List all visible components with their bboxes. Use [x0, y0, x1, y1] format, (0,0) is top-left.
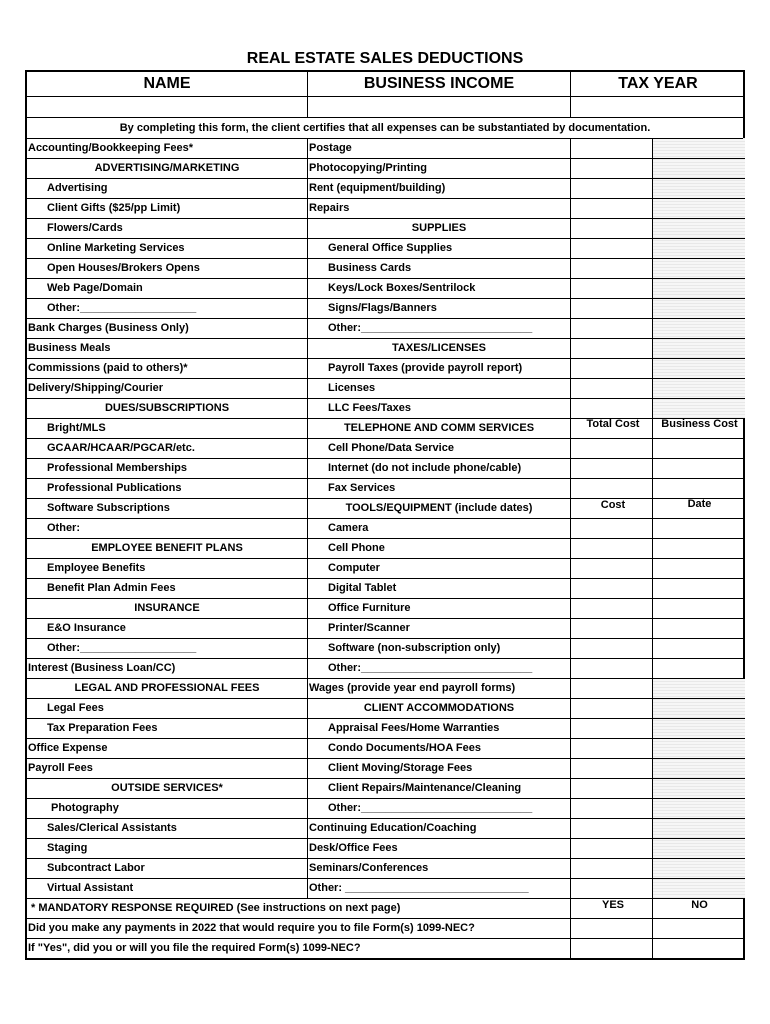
col-line-3: [652, 138, 653, 958]
right-row-label: Repairs: [309, 202, 350, 214]
form-title: REAL ESTATE SALES DEDUCTIONS: [246, 50, 524, 67]
amount-cell[interactable]: [571, 578, 652, 597]
left-row-label: Other:: [47, 522, 80, 534]
amount-cell[interactable]: [571, 338, 652, 357]
header-vline-1: [307, 72, 308, 118]
right-row-label: Software (non-subscription only): [328, 642, 501, 654]
left-row-label: Business Meals: [28, 342, 111, 354]
amount-cell[interactable]: [571, 218, 652, 237]
right-row-label: Client Moving/Storage Fees: [328, 762, 473, 774]
right-row-label: Other:____________________________: [328, 322, 533, 334]
left-row-label: Subcontract Labor: [47, 862, 145, 874]
amount-cell[interactable]: [571, 238, 652, 257]
cost-header: Cost: [600, 499, 626, 511]
amount-cell[interactable]: [571, 538, 652, 557]
right-row-label: Cell Phone/Data Service: [328, 442, 454, 454]
amount-cell[interactable]: [571, 458, 652, 477]
header-vline-2: [570, 72, 571, 118]
name-input[interactable]: [27, 97, 307, 117]
business-income-header: BUSINESS INCOME: [363, 75, 515, 92]
no-header: NO: [691, 899, 708, 911]
amount-cell[interactable]: [571, 318, 652, 337]
right-row-label: Seminars/Conferences: [309, 862, 429, 874]
amount-cell[interactable]: [571, 358, 652, 377]
amount-cell[interactable]: [571, 598, 652, 617]
yes-header: YES: [601, 899, 624, 911]
amount-cell[interactable]: [571, 438, 652, 457]
right-row-label: Other: ______________________________: [309, 882, 529, 894]
shaded-area-bottom: [653, 678, 745, 898]
right-row-label: CLIENT ACCOMMODATIONS: [363, 702, 515, 714]
right-row-label: Printer/Scanner: [328, 622, 410, 634]
left-row-label: Software Subscriptions: [47, 502, 170, 514]
right-row-label: Keys/Lock Boxes/Sentrilock: [328, 282, 476, 294]
amount-cell[interactable]: [571, 138, 652, 157]
right-row-label: Computer: [328, 562, 380, 574]
left-row-label: OUTSIDE SERVICES*: [111, 782, 223, 794]
left-row-label: Interest (Business Loan/CC): [28, 662, 176, 674]
amount-cell[interactable]: [571, 298, 652, 317]
business-cost-header: Business Cost: [661, 418, 738, 430]
amount-cell[interactable]: [571, 398, 652, 417]
left-row-label: Other:___________________: [47, 302, 197, 314]
amount-cell[interactable]: [571, 818, 652, 837]
left-row-label: Commissions (paid to others)*: [28, 362, 188, 374]
left-row-label: Virtual Assistant: [47, 882, 134, 894]
deductions-form: [25, 70, 745, 960]
left-row-label: Professional Publications: [47, 482, 182, 494]
right-row-label: Cell Phone: [328, 542, 385, 554]
amount-cell[interactable]: [571, 798, 652, 817]
right-row-label: Condo Documents/HOA Fees: [328, 742, 481, 754]
left-row-label: Web Page/Domain: [47, 282, 143, 294]
right-row-label: SUPPLIES: [411, 222, 467, 234]
right-row-label: Desk/Office Fees: [309, 842, 398, 854]
right-row-label: Office Furniture: [328, 602, 411, 614]
amount-cell[interactable]: [571, 618, 652, 637]
right-row-label: LLC Fees/Taxes: [328, 402, 411, 414]
left-row-label: Advertising: [47, 182, 108, 194]
right-row-label: Rent (equipment/building): [309, 182, 446, 194]
tax-year-header: TAX YEAR: [618, 75, 698, 92]
right-row-label: Photocopying/Printing: [309, 162, 427, 174]
right-row-label: General Office Supplies: [328, 242, 453, 254]
left-row-label: Benefit Plan Admin Fees: [47, 582, 176, 594]
amount-cell[interactable]: [571, 658, 652, 677]
q2-yes-cell[interactable]: [572, 938, 654, 957]
left-row-label: GCAAR/HCAAR/PGCAR/etc.: [47, 442, 195, 454]
right-row-label: Fax Services: [328, 482, 396, 494]
right-row-label: TELEPHONE AND COMM SERVICES: [343, 422, 535, 434]
amount-cell[interactable]: [571, 878, 652, 897]
left-row-label: Tax Preparation Fees: [47, 722, 158, 734]
amount-cell[interactable]: [571, 478, 652, 497]
right-row-label: Postage: [309, 142, 352, 154]
business-income-input[interactable]: [308, 97, 570, 117]
left-row-label: E&O Insurance: [47, 622, 126, 634]
left-row-label: Open Houses/Brokers Opens: [47, 262, 200, 274]
question-1099-payments: Did you make any payments in 2022 that would require you to file Form(s) 1099-NEC?: [28, 922, 475, 934]
left-row-label: Bank Charges (Business Only): [28, 322, 189, 334]
amount-cell[interactable]: [571, 278, 652, 297]
right-row-label: Payroll Taxes (provide payroll report): [328, 362, 523, 374]
left-row-label: Sales/Clerical Assistants: [47, 822, 177, 834]
amount-cell[interactable]: [571, 518, 652, 537]
right-row-label: Appraisal Fees/Home Warranties: [328, 722, 500, 734]
right-row-label: Other:____________________________: [328, 662, 533, 674]
right-row-label: Business Cards: [328, 262, 412, 274]
total-cost-header: Total Cost: [586, 418, 640, 430]
amount-cell[interactable]: [571, 178, 652, 197]
left-row-label: Legal Fees: [47, 702, 104, 714]
amount-cell[interactable]: [571, 558, 652, 577]
header-divider: [27, 96, 743, 97]
q1-no-cell[interactable]: [654, 918, 745, 937]
date-header: Date: [687, 498, 712, 510]
right-row-label: Signs/Flags/Banners: [328, 302, 437, 314]
left-row-label: Bright/MLS: [47, 422, 106, 434]
amount-cell[interactable]: [571, 838, 652, 857]
left-row-label: Payroll Fees: [28, 762, 93, 774]
right-row-label: Licenses: [328, 382, 376, 394]
name-header: NAME: [143, 75, 191, 92]
right-row-label: TAXES/LICENSES: [392, 342, 486, 354]
left-row-label: Photography: [51, 802, 119, 814]
left-row-label: INSURANCE: [134, 602, 200, 614]
amount-cell[interactable]: [571, 778, 652, 797]
amount-cell[interactable]: [571, 158, 652, 177]
q1-yes-cell[interactable]: [572, 918, 654, 937]
left-row-label: EMPLOYEE BENEFIT PLANS: [91, 542, 243, 554]
right-row-label: Digital Tablet: [328, 582, 397, 594]
left-row-label: Employee Benefits: [47, 562, 146, 574]
left-row-label: Staging: [47, 842, 88, 854]
tax-year-input[interactable]: [571, 97, 745, 117]
amount-cell[interactable]: [571, 258, 652, 277]
left-row-label: Delivery/Shipping/Courier: [28, 382, 164, 394]
left-row-label: Accounting/Bookkeeping Fees*: [28, 142, 194, 154]
input-divider: [27, 117, 743, 118]
certification-text: By completing this form, the client certifies that all expenses can be substantiated by documentation.: [119, 122, 651, 134]
amount-cell[interactable]: [571, 758, 652, 777]
left-row-label: Online Marketing Services: [47, 242, 185, 254]
left-row-label: Office Expense: [28, 742, 108, 754]
left-row-label: Other:___________________: [47, 642, 197, 654]
mandatory-note: * MANDATORY RESPONSE REQUIRED (See instructions on next page): [31, 902, 401, 914]
left-row-label: Client Gifts ($25/pp Limit): [47, 202, 181, 214]
right-row-label: Other:____________________________: [328, 802, 533, 814]
right-row-label: Continuing Education/Coaching: [309, 822, 477, 834]
amount-cell[interactable]: [571, 718, 652, 737]
left-row-label: LEGAL AND PROFESSIONAL FEES: [74, 682, 260, 694]
left-row-label: DUES/SUBSCRIPTIONS: [104, 402, 230, 414]
amount-cell[interactable]: [571, 738, 652, 757]
right-row-label: Client Repairs/Maintenance/Cleaning: [328, 782, 522, 794]
right-row-label: Camera: [328, 522, 369, 534]
right-row-label: Wages (provide year end payroll forms): [309, 682, 516, 694]
amount-cell[interactable]: [571, 198, 652, 217]
right-row-label: Internet (do not include phone/cable): [328, 462, 522, 474]
q2-no-cell[interactable]: [654, 938, 745, 957]
question-1099-filed: If "Yes", did you or will you file the required Form(s) 1099-NEC?: [28, 942, 361, 954]
amount-cell[interactable]: [571, 858, 652, 877]
amount-cell[interactable]: [571, 378, 652, 397]
amount-cell[interactable]: [571, 678, 652, 697]
amount-cell[interactable]: [571, 698, 652, 717]
left-row-label: Flowers/Cards: [47, 222, 123, 234]
left-row-label: Professional Memberships: [47, 462, 187, 474]
right-row-label: TOOLS/EQUIPMENT (include dates): [345, 502, 533, 514]
amount-cell[interactable]: [571, 638, 652, 657]
left-row-label: ADVERTISING/MARKETING: [94, 162, 240, 174]
